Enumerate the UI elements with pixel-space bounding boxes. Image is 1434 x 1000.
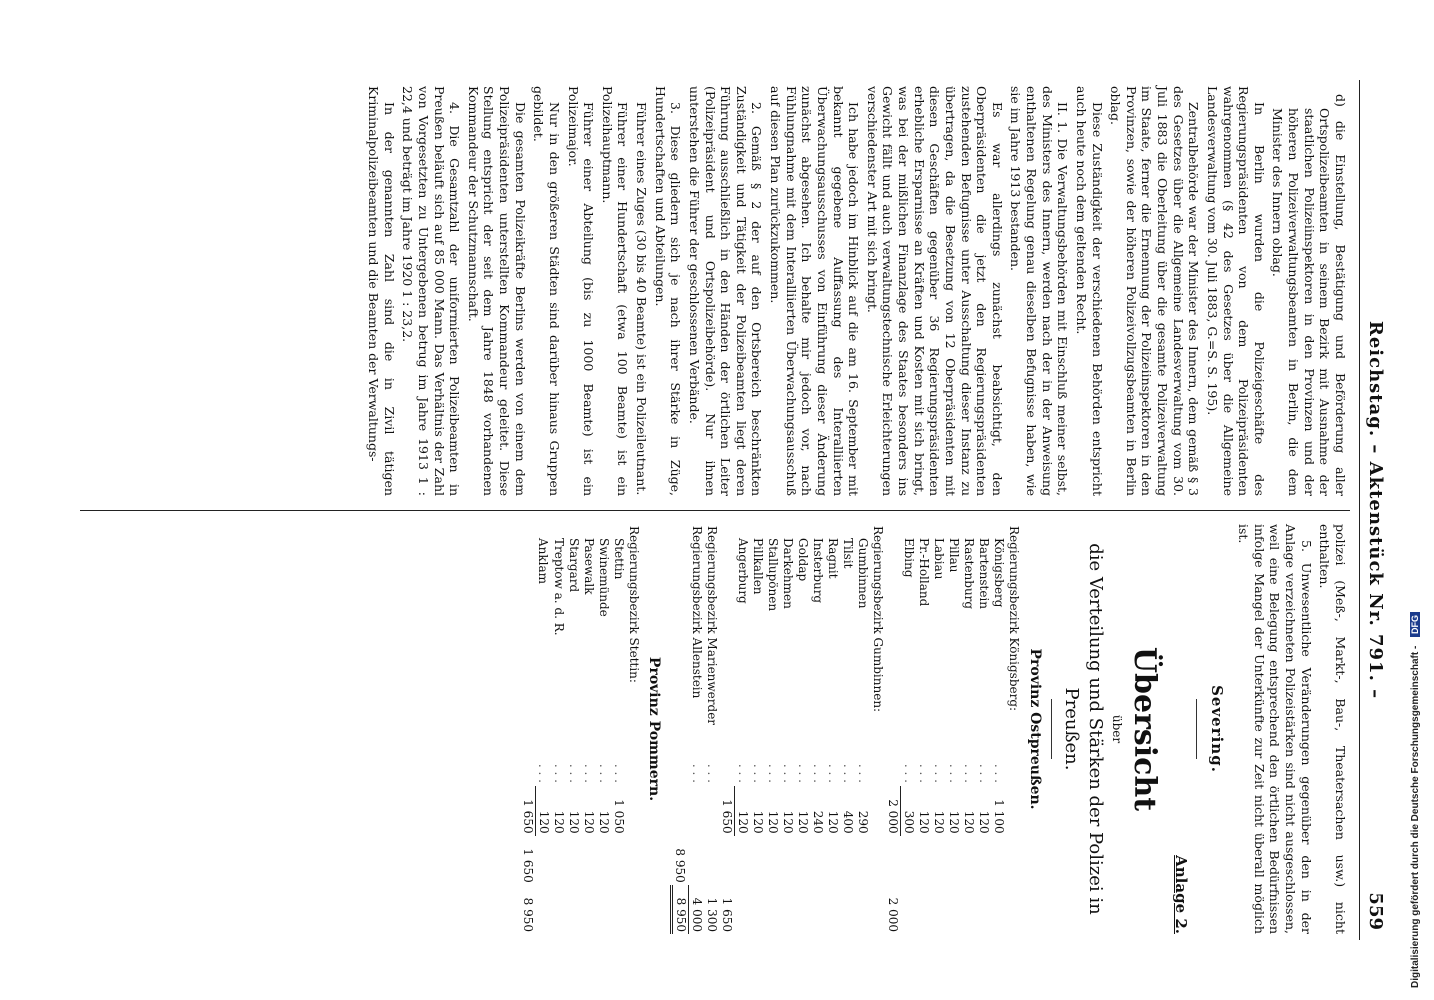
place-name: Ragnit <box>826 538 841 579</box>
carry-total: 8 950 <box>520 897 535 932</box>
table-row: Pillkallen . . . 120 <box>750 524 765 934</box>
place-name: Labiau <box>932 538 947 580</box>
place-name: Stettin <box>611 538 626 580</box>
table-row: Bartenstein . . . 120 <box>976 524 991 934</box>
place-value: 120 <box>751 810 766 834</box>
district-heading: Regierungsbezirk Allenstein <box>689 526 704 699</box>
appendix-label: Anlage 2. <box>1171 855 1190 934</box>
province-heading: Provinz Pommern. <box>646 656 663 802</box>
running-header <box>1356 80 1390 940</box>
place-value: 120 <box>932 810 947 834</box>
place-name: Goldap <box>796 538 811 582</box>
table-row: Gumbinnen . . . 290 <box>855 524 870 934</box>
paragraph: Führer einer Hundertschaft (etwa 100 Beamte) ist ein Polizeihauptmann. <box>599 86 631 496</box>
place-value: 120 <box>766 810 781 834</box>
table-row: Treptow a. d. R. . . . 120 <box>551 524 566 934</box>
table-row: Ragnit . . . 120 <box>825 524 840 934</box>
overview-title: Übersicht <box>1127 646 1163 812</box>
paragraph: Zentralbehörde war der Minister des Innern, dem gemäß § 3 des Gesetzes über die Allgemeine Landesverwaltung vom 30. Juli 1883 die Oberleitung über die gesamte Polizeiverwaltung im Staate, ferner die Ernennung der Polizeiinspektoren in den Provinzen, sowie der höheren Polizeivollzugsbeamten in Berlin oblag. <box>1108 86 1202 496</box>
overview-subtitle: die Verteilung und Stärken der Polizei in Preußen. <box>1061 543 1106 915</box>
place-name: Elbing <box>901 538 916 578</box>
subtotal: 1 650 <box>720 799 735 834</box>
paragraph: 5. Unwesentliche Veränderungen gegenüber den in der Anlage verzeichneten Polizeistärken sind nicht ausgeschlossen, weil eine Belegung entsprechend den örtlichen Bedürfnissen infolge Mangel der Unterkünfte zur Zeit nicht überall möglich ist. <box>1236 524 1314 934</box>
table-row <box>870 524 885 934</box>
table-row: Pillau . . . 120 <box>946 524 961 934</box>
district-heading: Regierungsbezirk Königsberg: <box>1007 526 1022 712</box>
paragraph: In Berlin wurden die Polizeigeschäfte des Regierungspräsidenten von dem Polizeipräsidenten wahrgenommen (§ 42 des Gesetzes über die Allgemeine Landesverwaltung vom 30. Juli 1883, G.=S. S. 195). <box>1205 86 1267 496</box>
table-row <box>626 524 641 934</box>
place-name: Angerburg <box>735 538 750 604</box>
paragraph: Diese Zuständigkeit der verschiedenen Behörden entspricht auch heute noch dem geltenden Recht. <box>1074 86 1105 496</box>
table-row: Königsberg . . . 1 100 <box>991 524 1006 934</box>
table-row <box>520 524 536 934</box>
overview-connector: über <box>1109 714 1124 744</box>
divider <box>1196 699 1197 759</box>
place-value: 120 <box>535 786 551 835</box>
table-row: Elbing . . . 300 <box>901 524 917 934</box>
subtotal-carried: 1 650 <box>720 897 735 932</box>
table-row: Anklam . . . 120 <box>535 524 551 934</box>
table-row: Stallupönen . . . 120 <box>765 524 780 934</box>
place-value: 240 <box>811 810 826 834</box>
paragraph: d) die Einstellung, Bestätigung und Beförderung aller Ortspolizeibeamten in seinem Bezirk mit Ausnahme der staatlichen Polizeiinspektoren in den Provinzen und der höheren Polizeiverwaltungsbeamten in Berlin, die dem Minister des Innern oblag. <box>1270 94 1348 496</box>
subtotal-carried: 1 650 <box>520 848 535 883</box>
paragraph: 2. Gemäß § 2 der auf den Ortsbereich beschränkten Zuständigkeit und Tätigkeit der Polizeibeamten liegt deren Führung ausschließlich in den Händen der örtlichen Leiter (Polizeipräsident und Ortspolizeibehörde). Nur ihnen unterstehen die Führer der geschlossenen Verbände. <box>687 86 765 496</box>
place-value: 1 100 <box>992 799 1007 834</box>
paragraph: polizei (Meß-, Markt-, Bau-, Theatersachen usw.) nicht enthalten. <box>1317 524 1348 934</box>
dfg-logo: DFG <box>1410 612 1420 637</box>
table-row: Darkehmen . . . 120 <box>780 524 795 934</box>
paragraph: Ich habe jedoch im Hinblick auf die am 16. September mit bekannt gegebene Auffassung des Interalliierten Überwachungsausschusses von Einführung dieser Änderung zunächst abgesehen. Ich behalte mir jedoch vor, nach Fühlungnahme mit dem Interalliierten Überwachungsausschuß auf diesen Plan zurückzukommen. <box>768 86 862 496</box>
place-name: Rastenburg <box>962 538 977 610</box>
table-row: Regierungsbezirk Marienwerder . . . 1 300 <box>705 526 720 932</box>
divider <box>1051 699 1052 759</box>
table-row: Tilsit . . . 400 <box>840 524 855 934</box>
page-number: 559 <box>1365 892 1386 930</box>
paragraph: Führer eines Zuges (30 bis 40 Beamte) ist ein Polizeileutnant. <box>634 102 650 496</box>
place-value: 1 050 <box>611 799 626 834</box>
paragraph: 3. Diese gliedern sich je nach ihrer Stärke in Züge, Hundertschaften und Abteilungen. <box>652 86 684 496</box>
table-row: Regierungsbezirk Allenstein . . . 4 000 <box>689 526 705 932</box>
place-name: Bartenstein <box>977 538 992 610</box>
right-column <box>520 524 1348 934</box>
strength-table-pommern <box>520 524 641 934</box>
place-name: Pillau <box>947 538 962 573</box>
place-name: Treptow a. d. R. <box>551 538 566 636</box>
subtotal: 1 650 <box>520 799 535 834</box>
rotated-page <box>70 80 1390 940</box>
place-value: 120 <box>551 810 566 834</box>
place-value: 120 <box>962 810 977 834</box>
place-name: Insterburg <box>811 538 826 604</box>
place-name: Swinemünde <box>596 538 611 617</box>
place-value: 120 <box>781 810 796 834</box>
place-name: Königsberg <box>992 538 1007 608</box>
table-row <box>885 524 901 934</box>
district-heading: Regierungsbezirk Stettin: <box>626 526 641 683</box>
scanned-page-area <box>60 60 1400 960</box>
place-value: 120 <box>917 810 932 834</box>
credit-text: Digitalisierung gefördert durch die Deutsche Forschungsgemeinschaft - <box>1410 645 1421 988</box>
table-row: Pr.-Holland . . . 120 <box>916 524 931 934</box>
place-name: Stargard <box>566 538 581 593</box>
province-total: 8 950 <box>672 885 689 934</box>
table-row <box>1006 524 1021 934</box>
paragraph: Führer einer Abteilung (bis zu 1000 Beamte) ist ein Polizeimajor. <box>565 86 597 496</box>
page-header-title: Reichstag. – Aktenstück Nr. 791. – <box>1365 320 1386 700</box>
province-heading: Provinz Ostpreußen. <box>1026 648 1043 810</box>
place-name: Pasewalk <box>581 538 596 595</box>
place-value: 120 <box>735 786 751 835</box>
table-row <box>719 524 735 934</box>
table-row: Goldap . . . 120 <box>795 524 810 934</box>
table-row: Stettin . . . 1 050 <box>611 524 626 934</box>
paragraph: In der genannten Zahl sind die in Zivil tätigen Kriminalpolizeibeamten und die Beamten der Verwaltungs- <box>366 86 397 496</box>
digitization-credit <box>1408 10 1430 990</box>
signature: Severing. <box>1207 685 1226 773</box>
header-rule <box>1359 80 1360 940</box>
place-value: 120 <box>796 810 811 834</box>
paragraph: Nur in den größeren Städten sind darüber hinaus Gruppen gebildet. <box>531 86 562 496</box>
district-value: 1 300 <box>705 897 720 932</box>
paragraph: II. 1. Die Verwaltungsbehörden mit Einschluß meiner selbst, des Ministers des Innern, werden nach der in der Anweisung enthaltenen Regelung genau dieselben Befugnisse haben, wie sie im Jahre 1913 bestanden. <box>1008 86 1071 496</box>
table-row: Swinemünde . . . 120 <box>596 524 611 934</box>
place-value: 120 <box>947 810 962 834</box>
place-name: Gumbinnen <box>856 538 871 609</box>
subtotal: 2 000 <box>886 799 901 834</box>
table-row: Pasewalk . . . 120 <box>581 524 596 934</box>
place-value: 120 <box>977 810 992 834</box>
place-value: 120 <box>596 810 611 834</box>
paragraph: Die gesamten Polizeikräfte Berlins werden von einem dem Polizeipräsidenten unterstellten Kommandeur geleitet. Diese Stellung entspricht der seit dem Jahre 1848 vorhandenen Kommandeur der Schutzmannschaft. <box>465 86 528 496</box>
place-value: 290 <box>856 810 871 834</box>
paragraph: Es war allerdings zunächst beabsichtigt, den Oberpräsidenten die jetzt den Regierungspräsidenten zustehenden Befugnisse unter Ausschaltung dieser Instanz zu übertragen, da die Besetzung von 12 Oberpräsidenten mit diesen Geschäften gegenüber 36 Regierungspräsidenten erhebliche Ersparnisse an Kräften und Kosten mit sich bringt, was bei der mißlichen Finanzlage des Staates besonders ins Gewicht fällt und auch verwaltungstechnische Erleichterungen verschiedenster Art mit sich bringt. <box>864 86 1005 496</box>
table-row: Stargard . . . 120 <box>566 524 581 934</box>
place-name: Tilsit <box>841 538 856 569</box>
column-divider <box>80 510 1350 511</box>
subtotal-carried: 2 000 <box>886 897 901 932</box>
place-name: Pr.-Holland <box>917 538 932 607</box>
place-name: Pillkallen <box>751 538 766 595</box>
table-row: Labiau . . . 120 <box>931 524 946 934</box>
district-heading: Regierungsbezirk Marienwerder <box>705 526 720 726</box>
table-row: Rastenburg . . . 120 <box>961 524 976 934</box>
province-total-carried: 8 950 <box>672 848 687 883</box>
district-heading: Regierungsbezirk Gumbinnen: <box>871 526 886 713</box>
strength-table-ostpreussen <box>670 524 1021 934</box>
place-value: 300 <box>901 786 917 835</box>
place-value: 120 <box>566 810 581 834</box>
table-row: Insterburg . . . 240 <box>810 524 825 934</box>
paragraph: 4. Die Gesamtzahl der uniformierten Polizeibeamten in Preußen beläuft sich auf 85 000 Mann. Das Verhältnis der Zahl von Vorgesetzten zu Untergebenen betrug im Jahre 1913 1 : 22,4 und beträgt im Jahre 1920 1 : 23,2. <box>400 86 463 496</box>
place-name: Darkehmen <box>781 538 796 609</box>
place-name: Anklam <box>536 538 551 585</box>
place-value: 120 <box>581 810 596 834</box>
table-row: Angerburg . . . 120 <box>735 524 751 934</box>
place-name: Stallupönen <box>766 538 781 612</box>
place-value: 400 <box>841 810 856 834</box>
table-row <box>672 524 689 934</box>
district-value: 4 000 <box>689 885 705 934</box>
left-column <box>363 86 1349 496</box>
place-value: 120 <box>826 810 841 834</box>
